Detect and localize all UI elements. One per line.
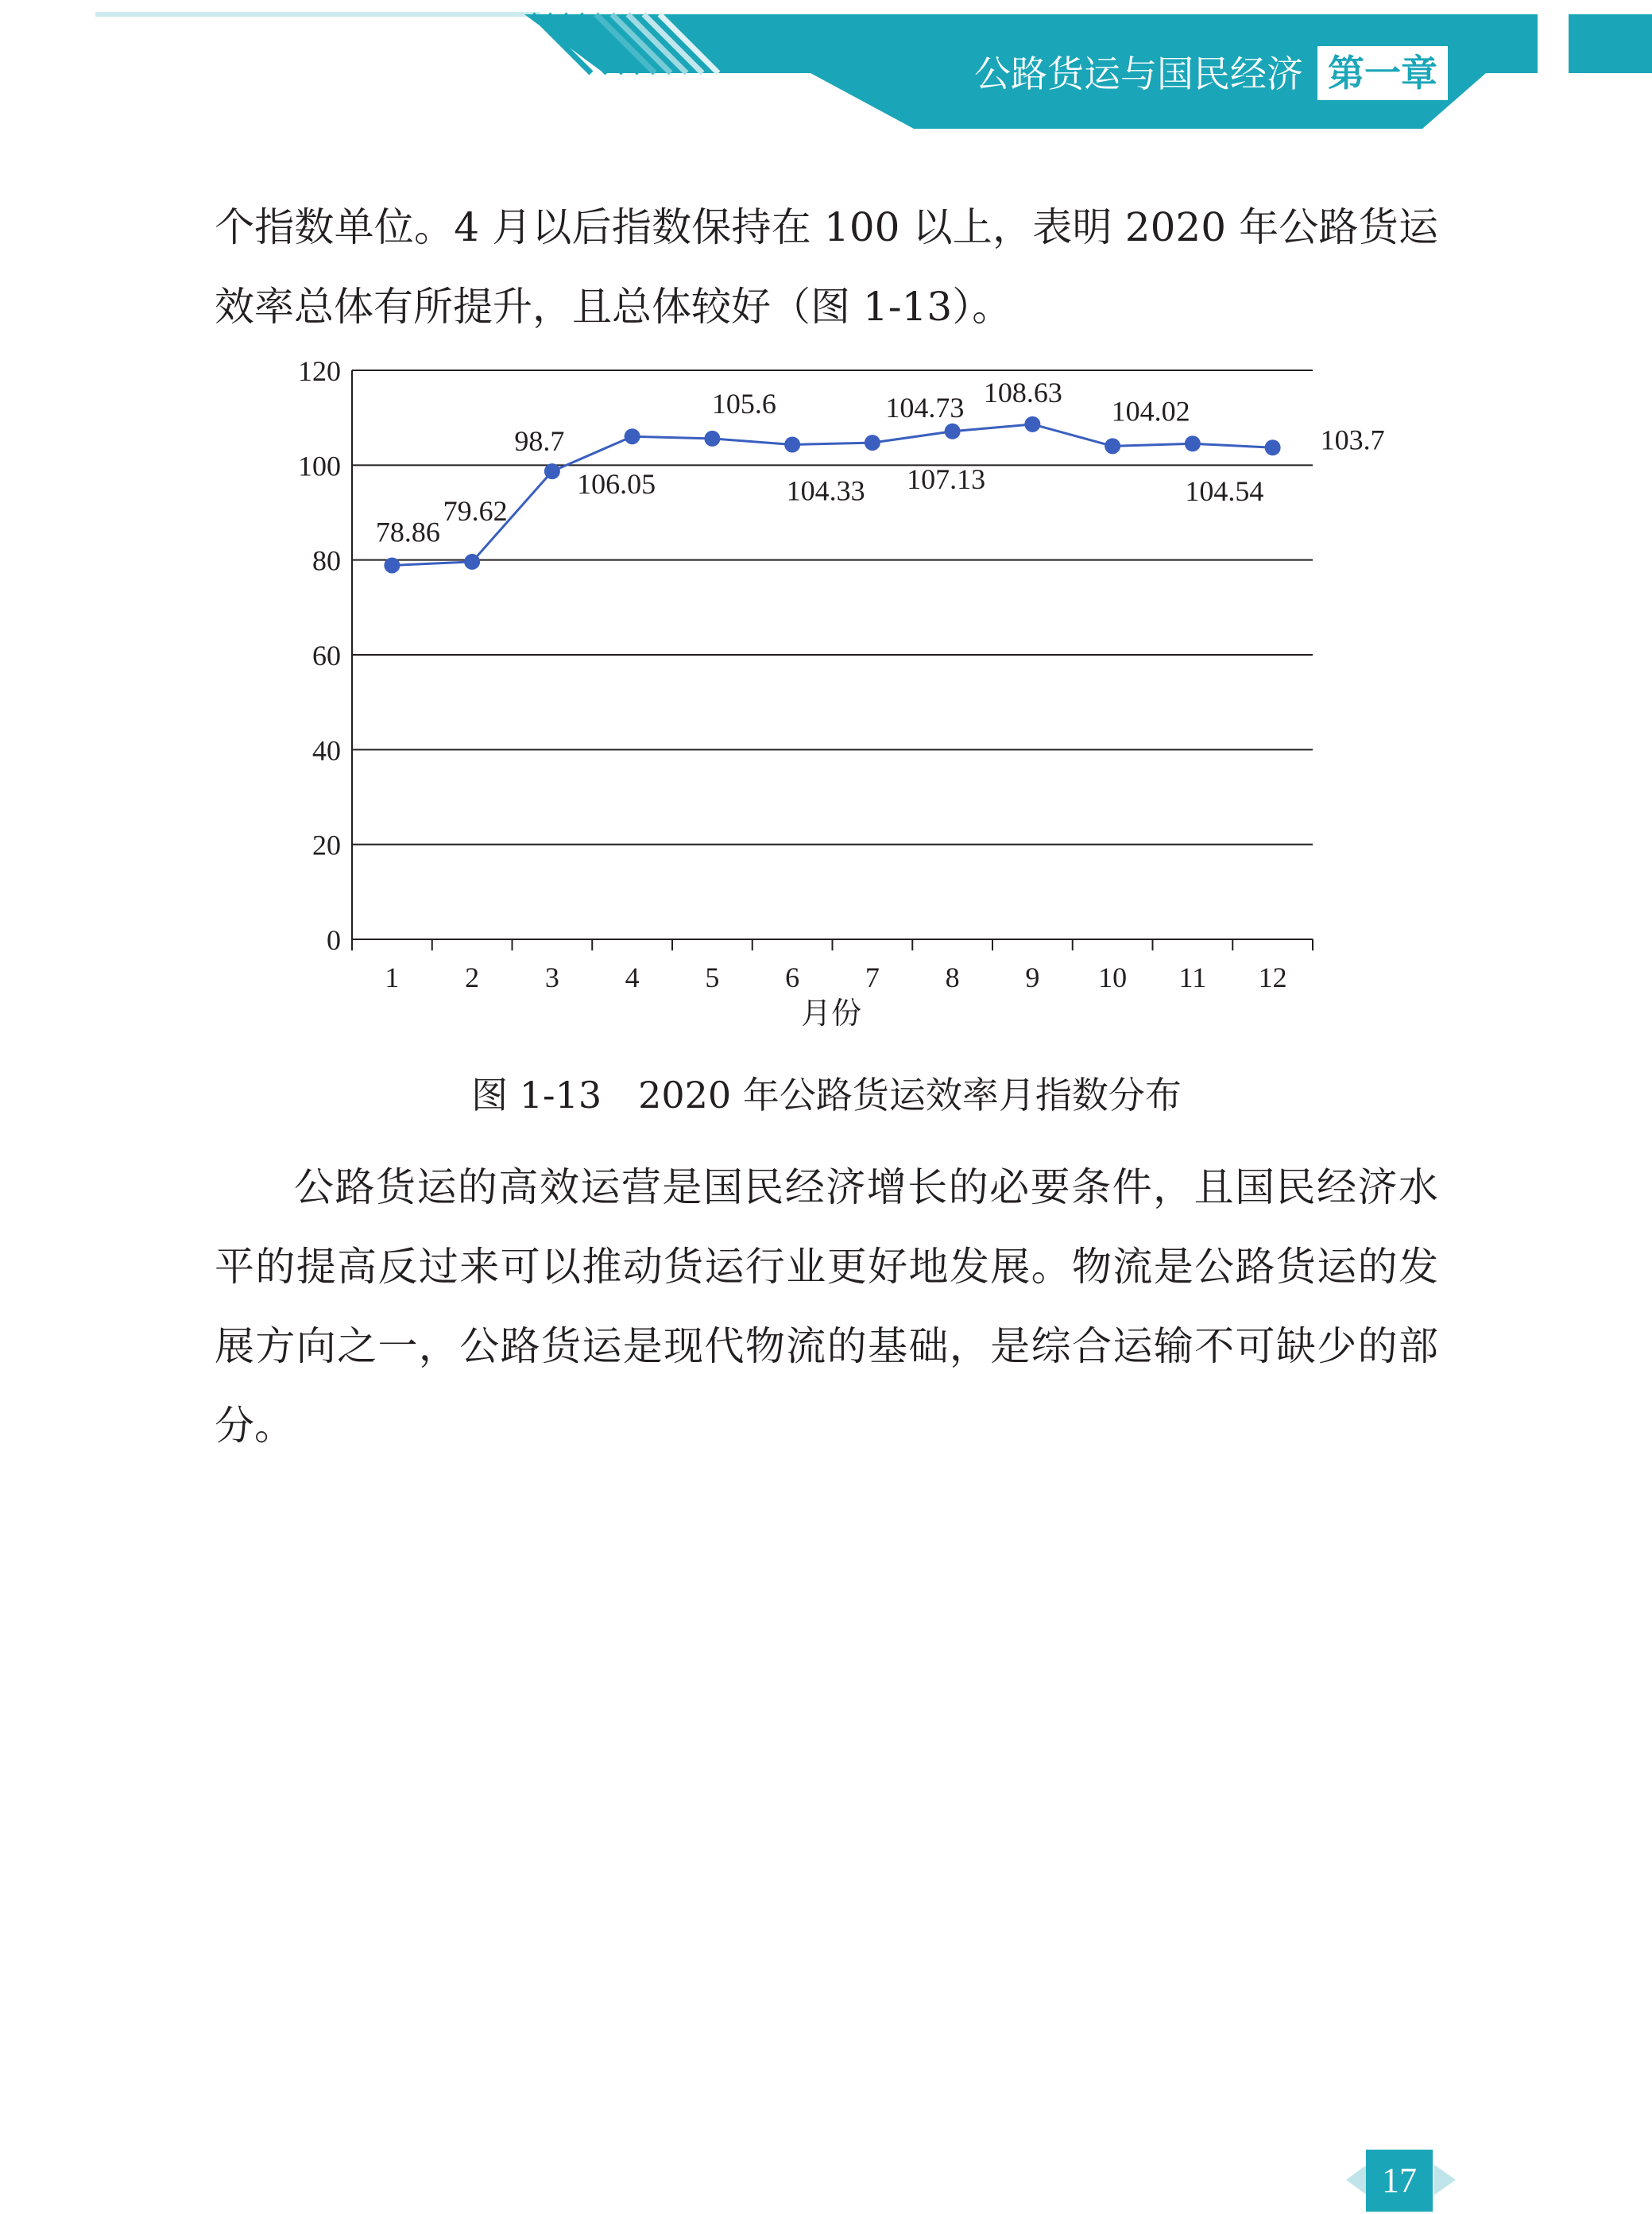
data-point: [544, 463, 560, 479]
x-tick-label: 5: [705, 962, 720, 993]
data-label: 108.63: [983, 376, 1062, 408]
data-point: [1265, 439, 1281, 455]
line-chart: [270, 342, 1385, 1057]
data-point: [1185, 435, 1201, 451]
x-tick-label: 9: [1025, 962, 1040, 993]
data-point: [1105, 438, 1120, 454]
y-tick-label: 40: [312, 734, 341, 767]
figure-caption: 图 1-13 2020 年公路货运效率月指数分布: [471, 1074, 1182, 1117]
x-tick-label: 10: [1098, 962, 1128, 993]
chapter-badge: 第一章: [1317, 46, 1448, 100]
data-point: [945, 424, 961, 439]
data-point: [1024, 416, 1040, 432]
intro-paragraph: 个指数单位。4 月以后指数保持在 100 以上，表明 2020 年公路货运效率总体有所提升，且总体较好（图 1-13）。: [215, 204, 1438, 330]
prev-arrow-icon: [1346, 2165, 1367, 2195]
x-tick-label: 7: [865, 962, 880, 993]
data-point: [464, 554, 480, 570]
data-label: 104.54: [1185, 475, 1264, 508]
data-label: 78.86: [375, 516, 440, 548]
y-tick-label: 60: [312, 640, 341, 672]
page-number: 17: [1382, 2161, 1417, 2200]
y-tick-label: 80: [312, 544, 341, 577]
data-label: 103.7: [1320, 424, 1385, 456]
x-tick-label: 4: [625, 962, 640, 993]
y-tick-label: 100: [298, 450, 341, 482]
data-label: 104.02: [1111, 395, 1190, 428]
data-label: 106.05: [577, 468, 656, 501]
x-tick-label: 1: [385, 962, 400, 993]
data-point: [625, 428, 640, 444]
x-tick-label: 2: [465, 962, 480, 993]
next-arrow-icon: [1434, 2165, 1456, 2195]
data-label: 104.33: [786, 474, 865, 507]
data-point: [784, 436, 800, 452]
x-axis-label: 月份: [800, 996, 862, 1031]
data-point: [704, 431, 720, 447]
data-label: 105.6: [711, 387, 776, 420]
y-tick-label: 0: [327, 924, 341, 956]
running-header-title: 公路货运与国民经济: [974, 52, 1303, 95]
data-label: 98.7: [514, 425, 565, 458]
x-tick-label: 6: [785, 962, 800, 993]
data-label: 104.73: [885, 392, 965, 424]
x-tick-label: 3: [544, 962, 559, 993]
data-point: [865, 435, 880, 451]
y-tick-label: 20: [312, 829, 341, 861]
header-side-tab: [1569, 14, 1652, 73]
x-tick-label: 8: [945, 962, 960, 993]
body-paragraph: 公路货运的高效运营是国民经济增长的必要条件，且国民经济水平的提高反过来可以推动货运行业更好地发展。物流是公路货运的发展方向之一，公路货运是现代物流的基础，是综合运输不可缺少的部分。: [215, 1164, 1438, 1449]
y-tick-label: 120: [298, 355, 341, 387]
data-point: [384, 557, 400, 573]
x-tick-label: 11: [1178, 962, 1207, 993]
data-label: 107.13: [907, 463, 986, 495]
x-tick-label: 12: [1258, 962, 1287, 993]
data-label: 79.62: [443, 494, 508, 527]
